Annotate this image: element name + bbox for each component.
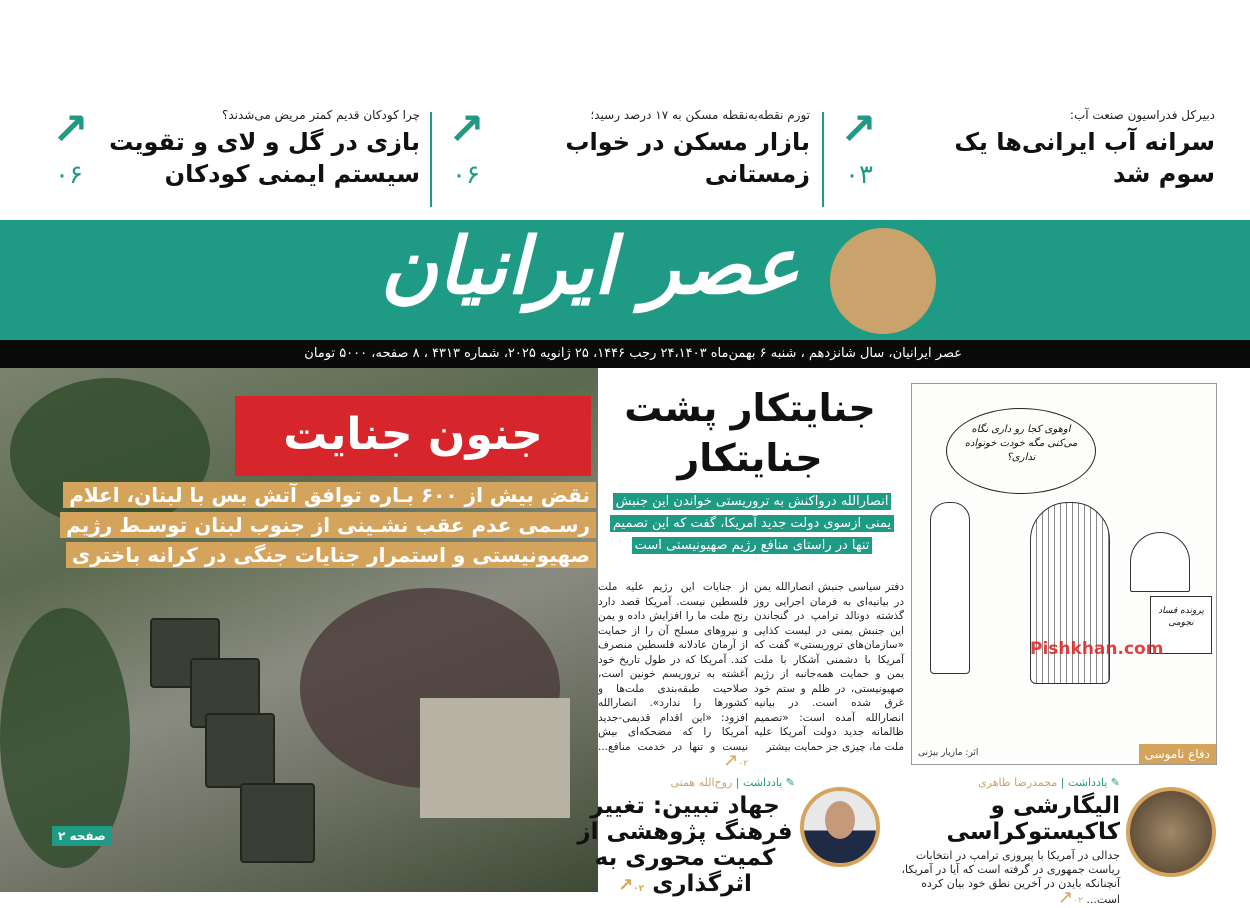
middle-summary <box>604 490 900 556</box>
vehicle <box>205 713 275 788</box>
speech-bubble: اوهوی کجا رو داری نگاه می‌کنی مگه خودت خونواده نداری؟ <box>946 408 1096 494</box>
middle-headline[interactable]: جنایتکار پشت جنایتکار <box>624 386 876 480</box>
summary-line: یمنی ازسوی دولت جدید آمریکا، گفت که این تصمیم <box>610 515 894 532</box>
opinion-type: یادداشت <box>1067 776 1108 789</box>
teaser-page: ۰۳ <box>845 160 873 190</box>
arrow-icon: ↗ <box>52 104 89 155</box>
opinion-type: یادداشت <box>742 776 783 789</box>
opinion-title: الیگارشی و کاکیستوکراسی <box>946 793 1120 845</box>
teaser-kicker: چرا کودکان قدیم کمتر مریض می‌شدند؟ <box>221 108 420 122</box>
watermark: Pishkhan.com <box>1030 639 1164 659</box>
continue-page: ۰۲ <box>1073 896 1083 906</box>
newspaper-logo: عصر ایرانیان <box>380 222 800 312</box>
teaser-headline: بازار مسکن در خواب زمستانی <box>565 128 810 188</box>
summary-line: تنها در راستای منافع رژیم صهیونیستی است <box>632 537 873 554</box>
summary-line: انصارالله درواکنش به تروریستی خواندن این جنبش <box>613 493 892 510</box>
wall <box>420 698 570 818</box>
continue-arrow-icon[interactable]: ↗۰۲ <box>723 750 748 771</box>
divider <box>822 112 824 207</box>
body-column-right: دفتر سیاسی جنبش انصارالله یمن در بیانیه‌ای به فرمان اجرایی روز گذشته دونالد ترامپ در گنجاندن این جنبش یمنی در لیست کذایی «سازمان‌های تروریستی» گفت که آمریکا با دشمنی آشکار با ملت یمن و حمایت همه‌جانبه از رژیم صهیونیستی، در ظلم و ستم خود غرق شده است. در بیانیه انصارالله آمده است: «تصمیم ظالمانه جدید دولت آمریکا علیه ملت ما، چیزی جز حمایت بیشتر <box>754 581 904 753</box>
continue-arrow-icon[interactable]: ↗۰۲ <box>1058 887 1083 908</box>
teaser-kicker: دبیرکل فدراسیون صنعت آب: <box>1069 108 1215 122</box>
continue-arrow-icon[interactable]: ↗۰۲ <box>618 875 645 896</box>
arrow-icon: ↗ <box>448 104 485 155</box>
opinion-taheri[interactable] <box>888 776 1120 908</box>
continue-page: ۰۲ <box>738 759 748 769</box>
page-badge[interactable]: صفحه ۲ <box>52 826 112 846</box>
arrow-icon: ↗ <box>840 104 877 155</box>
dateline: عصر ایرانیان، سال شانزدهم ، شنبه ۶ بهمن‌ماه ۲۴،۱۴۰۳ رجب ۱۴۴۶، ۲۵ ژانویه ۲۰۲۵، شماره ۴۳۱۳ ، ۸ صفحه، ۵۰۰۰ تومان <box>0 340 1250 368</box>
opinion-title: جهاد تبیین: تغییر فرهنگ پژوهشی از کمیت محوری به اثرگذاری <box>577 793 793 897</box>
lead-subheadline <box>66 482 596 572</box>
opinion-author: محمدرضا طاهری <box>978 776 1058 789</box>
opinion-title-block <box>575 793 795 897</box>
teaser-kicker: تورم نقطه‌به‌نقطه مسکن به ۱۷ درصد رسید؛ <box>590 108 810 122</box>
painting-thumbnail[interactable] <box>1126 787 1216 877</box>
cartoon-credit: اثر: مازیار بیژنی <box>918 748 979 758</box>
cartoon <box>911 383 1217 765</box>
opinion-meta: ✎ یادداشت | روح‌الله همتی <box>670 776 795 789</box>
teaser-headline: بازی در گل و لای و تقویت سیستم ایمنی کودکان <box>109 128 420 188</box>
lead-headline[interactable]: جنون جنایت <box>235 396 591 476</box>
teaser-page: ۰۶ <box>55 160 83 190</box>
teaser-headline: سرانه آب ایرانی‌ها یک سوم شد <box>954 128 1215 188</box>
sub-line: نقض بیش از ۶۰۰ بـاره توافق آتش بس با لبنان، اعلام <box>63 482 596 508</box>
teaser-children[interactable] <box>100 108 420 208</box>
thin-man-figure <box>930 502 970 674</box>
file-box: پرونده فساد نجومی <box>1150 596 1212 654</box>
teaser-water[interactable] <box>905 108 1215 208</box>
teaser-housing[interactable] <box>510 108 810 208</box>
opinion-text-block <box>888 849 1120 908</box>
body-column-left <box>598 580 748 771</box>
cartoon-label: دفاع ناموسی <box>1139 744 1216 764</box>
vehicle <box>240 783 315 863</box>
body-column-left-text: از جنایات این رژیم علیه ملت فلسطین نیست. آمریکا قصد دارد رنج ملت ما را افزایش داده و یمن و نیروهای مسلح آن را از حمایت از آرمان عادلانه فلسطین منصرف کند. آمریکا که در طول تاریخ خود آغشته به تروریسم خونین است، صلاحیت طبقه‌بندی ملت‌ها و کشورها را ندارد». انصارالله افزود: «این اقدام قدیمی-جدید آمریکا را که مضحکه‌ای بیش نیست و تنها در خدمت منافع... <box>598 581 748 753</box>
opinion-hemmati[interactable] <box>575 776 795 897</box>
sub-line: رسـمی عدم عقب نشـینی از جنوب لبنان توسـط رژیم <box>60 512 596 538</box>
author-photo[interactable] <box>800 787 880 867</box>
face <box>825 801 855 839</box>
continue-page: ۰۲ <box>633 884 645 894</box>
opinion-meta: ✎ یادداشت | محمدرضا طاهری <box>978 776 1120 789</box>
sub-line: صهیونیستی و استمرار جنایات جنگی در کرانه باختری <box>66 542 596 568</box>
veiled-figure <box>1130 532 1190 592</box>
teaser-page: ۰۶ <box>452 160 480 190</box>
divider <box>430 112 432 207</box>
opinion-text: جدالی در آمریکا با پیروزی ترامپ در انتخابات ریاست جمهوری در گرفته است که آیا در آمریکا، آنچنانکه بایدن در آخرین نطق خود بیان کرده است... <box>901 849 1120 906</box>
opinion-author: روح‌الله همتی <box>670 776 733 789</box>
